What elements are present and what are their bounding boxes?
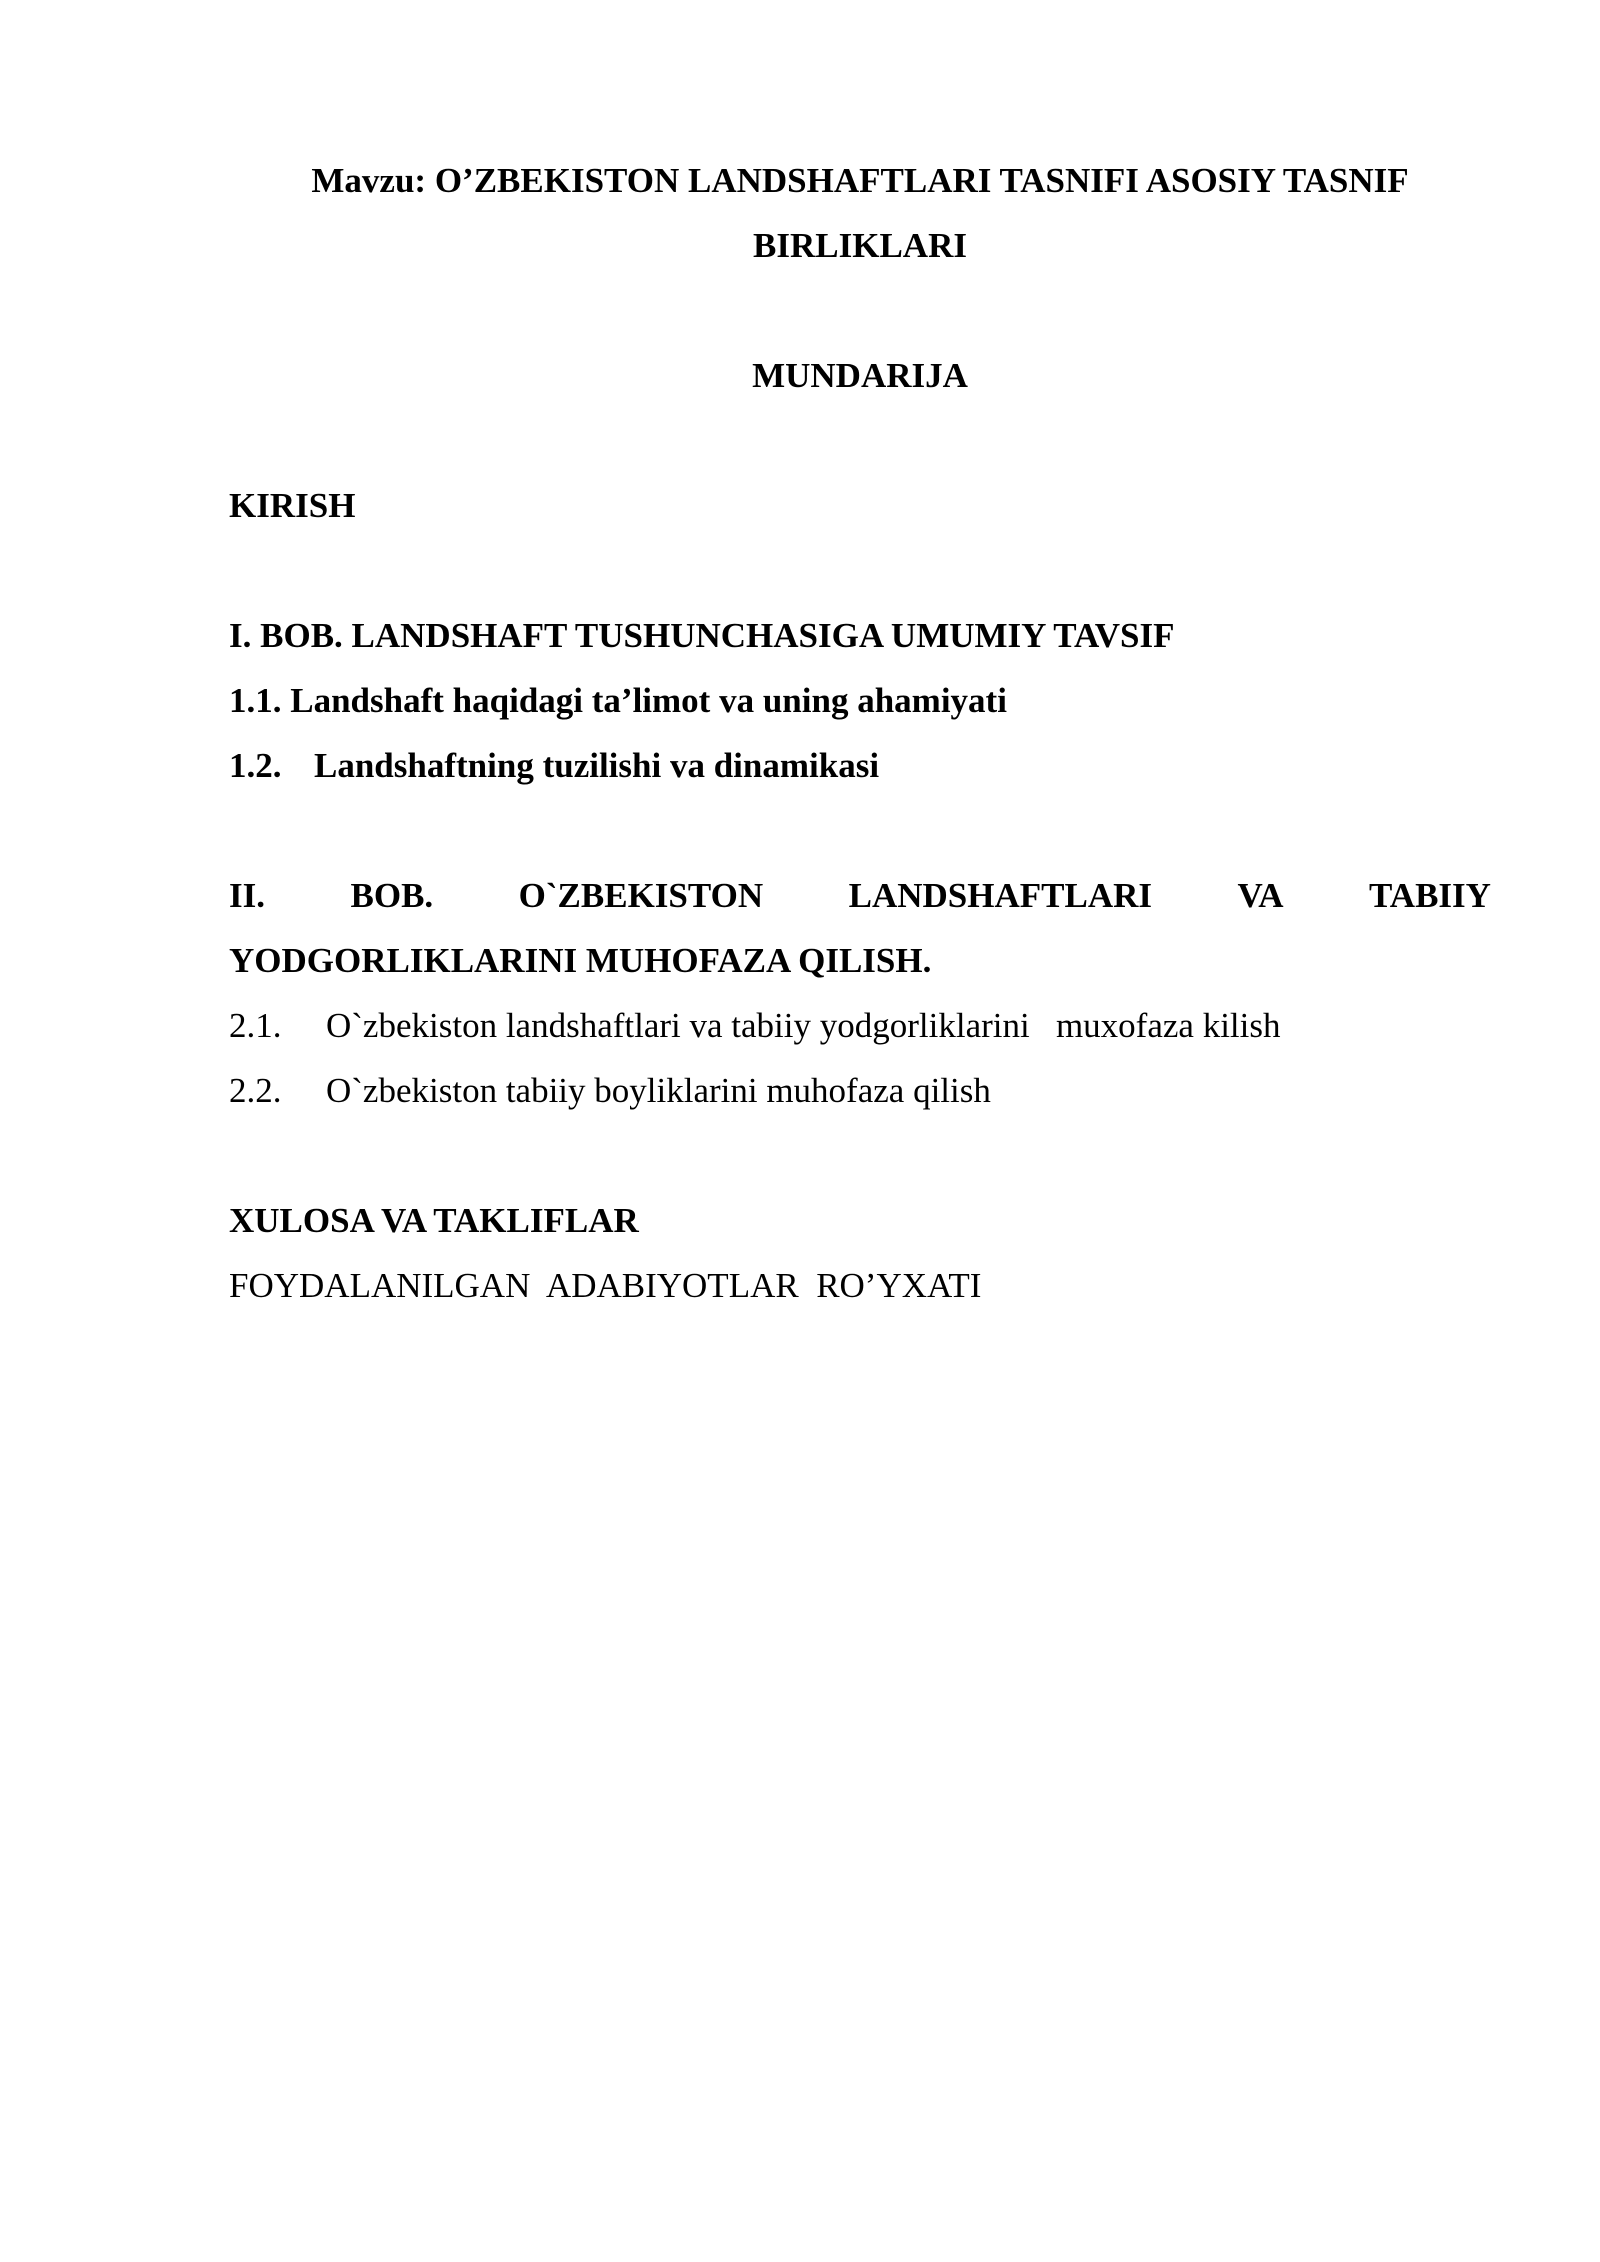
toc-section-1-1: 1.1. Landshaft haqidagi ta’limot va uning ahamiyati [229,681,1007,720]
toc-section-1-2 [229,733,1491,798]
section-number: 2.2. [229,1071,282,1110]
chapter-2-word: BOB. [350,876,434,915]
chapter-2-word: VA [1237,876,1284,915]
chapter-2-word: II. [229,876,265,915]
section-title: O`zbekiston landshaftlari va tabiiy yodgorliklarini muxofaza kilish [326,1006,1281,1045]
spacer [229,798,1491,863]
spacer [229,1123,1491,1188]
section-title: Landshaftning tuzilishi va dinamikasi [314,746,880,785]
chapter-2-word: TABIIY [1369,876,1491,915]
toc-chapter-1-title: I. BOB. LANDSHAFT TUSHUNCHASIGA UMUMIY TAVSIF [229,616,1175,655]
toc-chapter-2-title-line-2: YODGORLIKLARINI MUHOFAZA QILISH. [229,941,932,980]
spacer [229,278,1491,343]
chapter-2-word: LANDSHAFTLARI [848,876,1152,915]
toc-chapter-2-title-line-1 [229,863,1491,928]
topic-title-line-2: BIRLIKLARI [753,226,967,265]
spacer [229,538,1491,603]
section-number: 2.1. [229,1006,282,1045]
toc-item-intro: KIRISH [229,486,356,525]
section-title: O`zbekiston tabiiy boyliklarini muhofaza qilish [326,1071,991,1110]
toc-heading: MUNDARIJA [752,356,968,395]
toc-section-2-1 [229,993,1491,1058]
topic-title-line-1: Mavzu: O’ZBEKISTON LANDSHAFTLARI TASNIFI ASOSIY TASNIF [311,161,1409,200]
toc-item-references: FOYDALANILGAN ADABIYOTLAR RO’YXATI [229,1266,982,1305]
document-content [229,148,1491,1318]
spacer [229,408,1491,473]
section-number: 1.2. [229,746,282,785]
toc-item-conclusion: XULOSA VA TAKLIFLAR [229,1201,639,1240]
chapter-2-word: O`ZBEKISTON [518,876,764,915]
toc-section-2-2 [229,1058,1491,1123]
